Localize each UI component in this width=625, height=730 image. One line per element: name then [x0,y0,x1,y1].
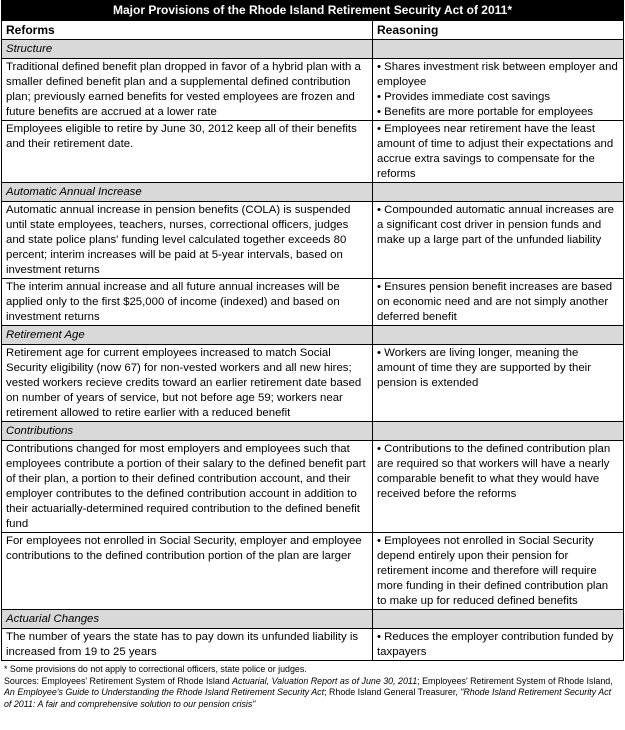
table-row [2,345,624,422]
reasoning-cell [373,441,624,533]
sources-text-5: ; Rhode Island General Treasurer, [324,687,461,698]
provisions-document [1,0,623,710]
reasoning-bullet: • Ensures pension benefit increases are based on economic need and are not simply another deferred benefit [377,281,613,323]
sources-text-3: ; Employees' Retirement System of Rhode Island, [417,675,613,686]
reasoning-cell [373,279,624,326]
section-row [2,40,624,59]
column-header-row [2,21,624,40]
reasoning-bullet: • Employees not enrolled in Social Security depend entirely upon their pension for retirement income and therefore will require more funding in their defined contribution plan to make up for reduced defined benefits [377,535,609,607]
sources-text-6: "Rhode Island Retirement Security Act of 2011: A fair and comprehensive solution to our pension crisis" [4,687,612,709]
header-reforms: Reforms [2,21,373,40]
reasoning-bullet: • Shares investment risk between employer and employee [377,61,618,88]
reasoning-cell [373,629,624,661]
table-title-row [2,1,624,21]
sources-text-2: Actuarial, Valuation Report as of June 30, 2011 [232,675,418,686]
section-title-blank [373,326,624,345]
section-title: Automatic Annual Increase [2,183,373,202]
section-title-blank [373,422,624,441]
section-title: Contributions [2,422,373,441]
section-row [2,326,624,345]
table-row [2,279,624,326]
section-title-blank [373,40,624,59]
table-row [2,533,624,610]
table-row [2,441,624,533]
section-title-blank [373,610,624,629]
table-row [2,629,624,661]
table-row [2,121,624,183]
reasoning-bullet: • Benefits are more portable for employees [377,106,594,118]
reasoning-bullet: • Provides immediate cost savings [377,91,551,103]
reasoning-cell [373,345,624,422]
reform-cell: Traditional defined benefit plan dropped in favor of a hybrid plan with a smaller defined benefit plan and a supplemental defined contribution plan; previously earned benefits for vested employees are frozen and future benefits are accrued at a lower rate [2,59,373,121]
provisions-table [1,0,624,661]
sources-text-1: Sources: Employees' Retirement System of Rhode Island [4,675,233,686]
table-title: Major Provisions of the Rhode Island Retirement Security Act of 2011* [2,1,624,21]
reform-cell: Contributions changed for most employers and employees such that employees contribute a portion of their salary to the defined benefit part of their plan, a portion to their defined contribution account, and their employer contributes to the defined contribution account in addition to their actuarially-determined required contribution to the defined benefit fund [2,441,373,533]
section-row [2,183,624,202]
reform-cell: For employees not enrolled in Social Security, employer and employee contributions to the defined contribution portion of the plan are larger [2,533,373,610]
section-title: Actuarial Changes [2,610,373,629]
sources [4,676,620,711]
section-row [2,422,624,441]
footnote: * Some provisions do not apply to correctional officers, state police or judges. [4,664,307,674]
reform-cell: The number of years the state has to pay down its unfunded liability is increased from 19 to 25 years [2,629,373,661]
reform-cell: Employees eligible to retire by June 30, 2012 keep all of their benefits and their retirement date. [2,121,373,183]
section-title: Retirement Age [2,326,373,345]
reasoning-cell [373,202,624,279]
section-row [2,610,624,629]
table-row [2,59,624,121]
reasoning-bullet: • Employees near retirement have the least amount of time to adjust their expectations and accrue extra savings to compensate for the reforms [377,123,614,180]
sources-text-4: An Employee's Guide to Understanding the Rhode Island Retirement Security Act [4,687,325,698]
reform-cell: Automatic annual increase in pension benefits (COLA) is suspended until state employees, teachers, nurses, correctional officers, judges and state police plans' funding level calculated together exceeds 80 percent; interim increases will be paid at 5-year intervals, based on investment returns [2,202,373,279]
reform-cell: The interim annual increase and all future annual increases will be applied only to the first $25,000 of income (indexed) and based on investment returns [2,279,373,326]
reform-cell: Retirement age for current employees increased to match Social Security eligibility (now 67) for non-vested workers and all new hires; vested workers recieve credits toward an earlier retirement date based on number of years of service, but not before age 59; workers near retirement allowed to retire earlier with a reduced benefit [2,345,373,422]
reasoning-bullet: • Compounded automatic annual increases are a significant cost driver in pension funds and make up a large part of the unfunded liability [377,204,615,246]
reasoning-cell [373,59,624,121]
table-row [2,202,624,279]
section-title: Structure [2,40,373,59]
section-title-blank [373,183,624,202]
reasoning-cell [373,121,624,183]
reasoning-bullet: • Reduces the employer contribution funded by taxpayers [377,631,614,658]
reasoning-bullet: • Contributions to the defined contribution plan are required so that workers will have a nearly comparable benefit to what they would have received before the reforms [377,443,611,500]
reasoning-bullet: • Workers are living longer, meaning the amount of time they are supported by their pension is extended [377,347,592,389]
footer-notes [1,664,623,710]
reasoning-cell [373,533,624,610]
header-reasoning: Reasoning [373,21,624,40]
